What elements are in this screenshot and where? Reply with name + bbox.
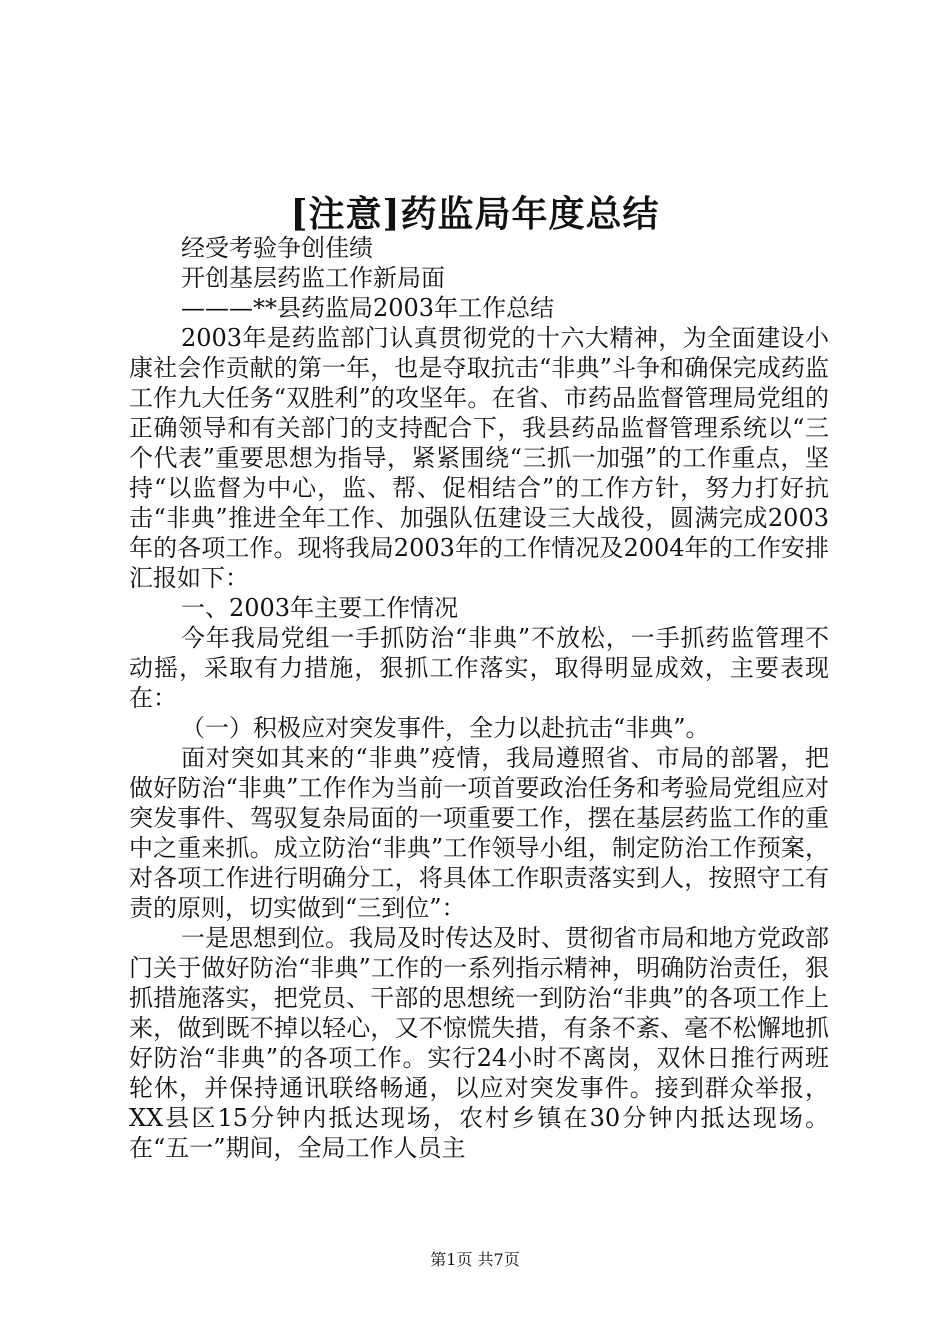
document-body (129, 233, 829, 1163)
subtitle-line-1: 经受考验争创佳绩 (181, 234, 373, 262)
subtitle-line-3: ———**县药监局2003年工作总结 (181, 294, 555, 322)
section-heading-1: 一、2003年主要工作情况 (181, 594, 459, 622)
paragraph-sars-response: 面对突如其来的“非典”疫情，我局遵照省、市局的部署，把做好防治“非典”工作作为当前一项首要政治任务和考验局党组应对突发事件、驾驭复杂局面的一项重要工作，摆在基层药监工作的重中之重来抓。成立防治“非典”工作领导小组，制定防治工作预案，对各项工作进行明确分工，将具体工作职责落实到人，按照守工有责的原则，切实做到“三到位”： (129, 744, 829, 922)
document-title: [注意]药监局年度总结 (290, 193, 660, 235)
paragraph-thought-in-place: 一是思想到位。我局及时传达及时、贯彻省市局和地方党政部门关于做好防治“非典”工作的一系列指示精神，明确防治责任，狠抓措施落实，把党员、干部的思想统一到防治“非典”的各项工作上来，做到既不掉以轻心，又不惊慌失措，有条不紊、毫不松懈地抓好防治“非典”的各项工作。实行24小时不离岗，双休日推行两班轮休，并保持通讯联络畅通，以应对突发事件。接到群众举报，XX县区15分钟内抵达现场，农村乡镇在30分钟内抵达现场。在“五一”期间，全局工作人员主 (129, 924, 829, 1162)
page-number: 第1页 共7页 (430, 1250, 520, 1269)
subtitle-line-2: 开创基层药监工作新局面 (181, 264, 445, 292)
paragraph-summary: 今年我局党组一手抓防治“非典”不放松，一手抓药监管理不动摇，采取有力措施，狠抓工作落实，取得明显成效，主要表现在： (129, 624, 829, 712)
paragraph-intro: 2003年是药监部门认真贯彻党的十六大精神，为全面建设小康社会作贡献的第一年，也是夺取抗击“非典”斗争和确保完成药监工作九大任务“双胜利”的攻坚年。在省、市药品监督管理局党组的正确领导和有关部门的支持配合下，我县药品监督管理系统以“三个代表”重要思想为指导，紧紧围绕“三抓一加强”的工作重点，坚持“以监督为中心，监、帮、促相结合”的工作方针，努力打好抗击“非典”推进全年工作、加强队伍建设三大战役，圆满完成2003年的各项工作。现将我局2003年的工作情况及2004年的工作安排汇报如下： (129, 324, 829, 592)
subsection-heading-1: （一）积极应对突发事件，全力以赴抗击“非典”。 (181, 714, 710, 742)
